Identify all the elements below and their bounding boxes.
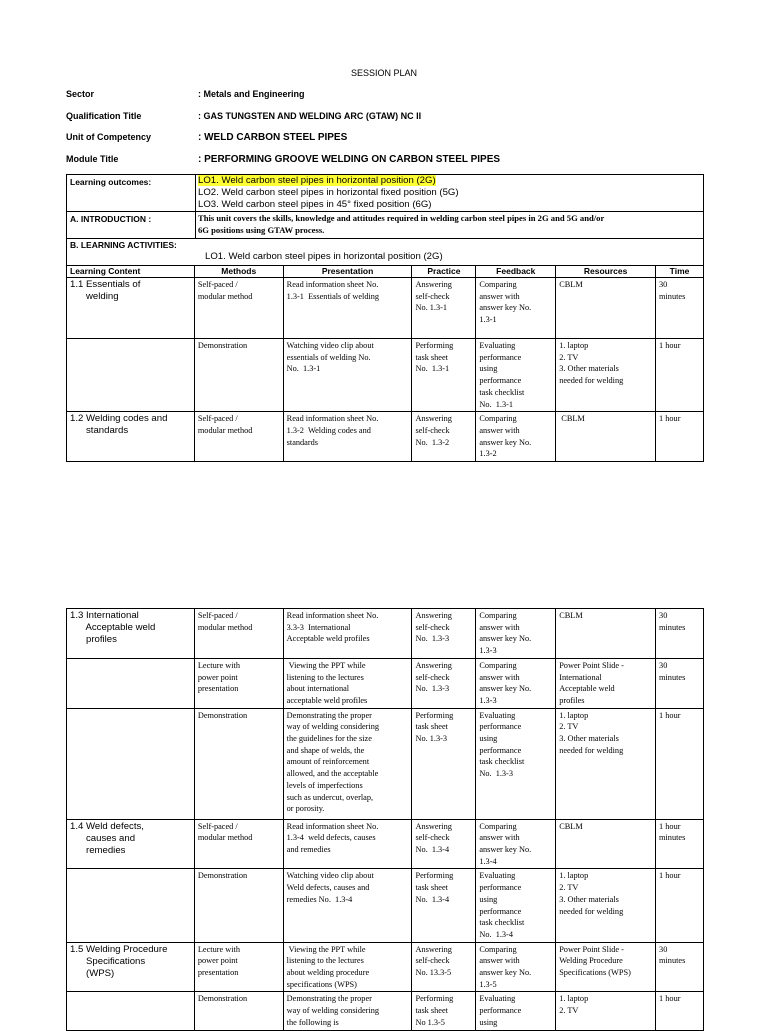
cell-presentation [283, 942, 412, 992]
cell-resources [556, 609, 656, 659]
cell-line: task sheet [415, 352, 448, 362]
cell-content [67, 278, 195, 339]
cell-line: profiles [70, 634, 117, 645]
activities-table-page1 [66, 265, 704, 462]
cell-line: minutes [659, 833, 686, 843]
cell-line: Evaluating [479, 710, 516, 720]
cell-line: amount of reinforcement [286, 757, 370, 767]
cell-line: 1.3-4 weld defects, causes [286, 833, 376, 843]
cell-line: essentials of welding No. [286, 352, 371, 362]
cell-line: Answering [415, 611, 452, 620]
cell-line: standards [286, 437, 319, 447]
cell-practice [412, 992, 476, 1030]
cell-feedback [476, 339, 556, 412]
cell-line: Acceptable weld [70, 622, 156, 633]
cell-line: the following is [286, 1017, 339, 1027]
cell-line: 1. laptop [559, 871, 589, 881]
cell-line: needed for welding [559, 376, 624, 386]
cell-line: remedies No. 1.3-4 [286, 894, 353, 904]
cell-line: Watching video clip about [286, 341, 374, 350]
cell-line: 30 [659, 660, 668, 670]
cell-line: allowed, and the acceptable [286, 769, 379, 779]
cell-line: minutes [659, 956, 686, 966]
cell-line: 1.5 Welding Procedure [70, 943, 168, 955]
cell-line: 1.3-3 [479, 646, 497, 656]
cell-methods [194, 609, 283, 659]
cell-line: Self-paced / [197, 280, 238, 289]
cell-line: 1.3-5 [479, 979, 497, 989]
cell-content [67, 819, 195, 869]
table-row [67, 658, 704, 708]
cell-line: No. 1.3-1 [415, 364, 450, 374]
cell-line: No. 1.3-3 [415, 684, 450, 694]
cell-time [656, 609, 704, 659]
cell-line: performance [479, 906, 522, 916]
cell-line: 1.3-2 [479, 449, 497, 459]
cell-line: 1.3 International [70, 610, 139, 621]
cell-line: self-check [415, 956, 450, 966]
cell-line: causes and [70, 832, 136, 844]
cell-content [67, 942, 195, 992]
cell-resources [556, 708, 656, 819]
cell-line: Acceptable weld profiles [286, 634, 370, 644]
cell-line: 1.4 Weld defects, [70, 820, 144, 832]
cell-line: Power Point Slide - [559, 660, 624, 670]
cell-line: modular method [197, 622, 253, 632]
cell-line: acceptable weld profiles [286, 695, 368, 705]
cell-methods [194, 869, 283, 942]
cell-line: remedies [70, 844, 126, 856]
cell-line: answer key No. [479, 684, 532, 694]
cell-line: No. 1.3-1 [286, 364, 321, 374]
cell-line: 1.3-2 Welding codes and [286, 425, 371, 435]
cell-presentation [283, 819, 412, 869]
cell-line: Comparing [479, 611, 517, 620]
header-resources: Resources [556, 266, 656, 278]
cell-line: Answering [415, 280, 452, 289]
cell-methods [194, 412, 283, 462]
cell-line: Demonstration [197, 871, 248, 881]
cell-content [67, 339, 195, 412]
cell-feedback [476, 278, 556, 339]
header-practice: Practice [412, 266, 476, 278]
cell-line: task sheet [415, 883, 448, 893]
cell-line: Self-paced / [197, 611, 238, 620]
cell-line: 3. Other materials [559, 364, 619, 374]
cell-line: answer with [479, 622, 520, 632]
cell-line: CBLM [559, 414, 585, 424]
cell-line: using [479, 364, 498, 374]
cell-line: Evaluating [479, 871, 516, 881]
cell-line: way of welding considering [286, 722, 380, 732]
cell-practice [412, 278, 476, 339]
module-label: Module Title [66, 154, 119, 164]
cell-resources [556, 412, 656, 462]
cell-line: 3.3-3 International [286, 622, 351, 632]
table-row [67, 609, 704, 659]
cell-practice [412, 708, 476, 819]
table-row [67, 819, 704, 869]
cell-line: answer key No. [479, 845, 532, 855]
cell-resources [556, 992, 656, 1030]
page-title: SESSION PLAN [350, 68, 418, 78]
cell-resources [556, 658, 656, 708]
cell-resources [556, 869, 656, 942]
cell-line: Lecture with [197, 660, 241, 670]
cell-line: Viewing the PPT while [286, 944, 366, 954]
cell-line: 1.3-3 [479, 695, 497, 705]
cell-line: 2. TV [559, 1006, 579, 1016]
cell-presentation [283, 339, 412, 412]
cell-line: No. 1.3-3 [479, 769, 513, 779]
cell-line: Viewing the PPT while [286, 660, 366, 670]
cell-line: International [559, 672, 602, 682]
cell-line: 30 [659, 280, 668, 289]
cell-time [656, 992, 704, 1030]
intro-label: A. INTRODUCTION : [70, 214, 152, 224]
cell-feedback [476, 942, 556, 992]
cell-methods [194, 708, 283, 819]
cell-practice [412, 609, 476, 659]
cell-line: No. 1.3-4 [415, 845, 450, 855]
cell-line: performance [479, 352, 522, 362]
cell-line: using [479, 734, 498, 744]
activities-lo-line: LO1. Weld carbon steel pipes in horizontal position (2G) [205, 251, 443, 262]
cell-presentation [283, 412, 412, 462]
cell-line: Weld defects, causes and [286, 883, 370, 893]
cell-line: (WPS) [70, 967, 115, 979]
cell-line: No. 1.3-3 [415, 634, 450, 644]
cell-line: listening to the lectures [286, 672, 364, 682]
cell-line: Specifications [70, 955, 146, 967]
cell-line: 30 [659, 611, 668, 620]
cell-line: Lecture with [197, 944, 241, 954]
outcomes-label: Learning outcomes: [70, 177, 152, 187]
cell-line: answer with [479, 672, 520, 682]
header-content: Learning Content [67, 266, 195, 278]
cell-resources [556, 819, 656, 869]
cell-line: 2. TV [559, 722, 579, 732]
cell-line: task sheet [415, 722, 448, 732]
cell-line: about welding procedure [286, 968, 370, 978]
unit-label: Unit of Competency [66, 132, 152, 142]
cell-line: No. 1.3-4 [415, 894, 450, 904]
cell-methods [194, 339, 283, 412]
cell-line: minutes [659, 291, 686, 301]
cell-methods [194, 658, 283, 708]
cell-presentation [283, 609, 412, 659]
table-row [67, 992, 704, 1030]
cell-time [656, 708, 704, 819]
cell-line: minutes [659, 672, 686, 682]
cell-line: Comparing [479, 414, 517, 424]
cell-line: 30 [659, 944, 668, 954]
cell-content [67, 658, 195, 708]
cell-time [656, 819, 704, 869]
cell-line: Evaluating [479, 994, 516, 1004]
cell-line: Self-paced / [197, 821, 238, 831]
cell-line: Power Point Slide - [559, 944, 624, 954]
cell-time [656, 412, 704, 462]
header-methods: Methods [194, 266, 283, 278]
cell-line: performance [479, 722, 522, 732]
cell-line: Read information sheet No. [286, 821, 379, 831]
qualification-value: : GAS TUNGSTEN AND WELDING ARC (GTAW) NC II [198, 111, 422, 121]
cell-feedback [476, 708, 556, 819]
cell-line: and remedies [286, 845, 331, 855]
cell-line: minutes [659, 622, 686, 632]
cell-line: Read information sheet No. [286, 414, 379, 424]
intro-text-1: This unit covers the skills, knowledge and attitudes required in welding carbon steel pipes in 2G and 5G and/or [198, 213, 605, 223]
cell-feedback [476, 869, 556, 942]
module-value: : PERFORMING GROOVE WELDING ON CARBON STEEL PIPES [198, 154, 501, 165]
cell-line: Demonstration [197, 710, 248, 720]
cell-line: 1.2 Welding codes and [70, 413, 168, 425]
cell-line: Comparing [479, 280, 517, 289]
cell-line: listening to the lectures [286, 956, 364, 966]
cell-feedback [476, 819, 556, 869]
cell-line: 1 hour [659, 414, 681, 424]
cell-time [656, 278, 704, 339]
cell-line: answer with [479, 833, 520, 843]
cell-line: self-check [415, 291, 450, 301]
cell-line: power point [197, 672, 238, 682]
sector-value: : Metals and Engineering [198, 89, 305, 99]
cell-content [67, 708, 195, 819]
cell-methods [194, 278, 283, 339]
cell-line: using [479, 1017, 498, 1027]
cell-methods [194, 942, 283, 992]
cell-line: CBLM [559, 280, 583, 289]
cell-resources [556, 278, 656, 339]
header-presentation: Presentation [283, 266, 412, 278]
cell-line: presentation [197, 684, 239, 694]
cell-content [67, 992, 195, 1030]
table-row [67, 942, 704, 992]
cell-line: Demonstrating the proper [286, 994, 372, 1004]
cell-line: 1.3-4 [479, 856, 497, 866]
cell-line: Self-paced / [197, 414, 238, 424]
cell-line: self-check [415, 833, 450, 843]
cell-resources [556, 339, 656, 412]
cell-line: Read information sheet No. [286, 611, 379, 620]
cell-line: profiles [559, 695, 585, 705]
cell-line: Demonstrating the proper [286, 710, 372, 720]
cell-line: power point [197, 956, 238, 966]
cell-line: Acceptable weld [559, 684, 615, 694]
cell-line: answer with [479, 291, 520, 301]
cell-line: 1.3-1 [479, 315, 497, 325]
cell-line: 2. TV [559, 352, 579, 362]
cell-line: 1 hour [659, 341, 681, 350]
cell-line: levels of imperfections [286, 780, 363, 790]
cell-line: performance [479, 376, 522, 386]
cell-line: Answering [415, 414, 452, 424]
cell-line: standards [70, 425, 129, 437]
table-row [67, 412, 704, 462]
cell-practice [412, 412, 476, 462]
cell-line: Performing [415, 994, 454, 1004]
cell-presentation [283, 992, 412, 1030]
lo1-text [198, 175, 436, 187]
cell-line: the guidelines for the size [286, 734, 372, 744]
cell-practice [412, 339, 476, 412]
cell-time [656, 658, 704, 708]
cell-line: 3. Other materials [559, 894, 619, 904]
sector-label: Sector [66, 89, 95, 99]
cell-line: specifications (WPS) [286, 979, 357, 989]
cell-line: task checklist [479, 757, 525, 767]
cell-line: or porosity. [286, 804, 325, 814]
cell-line: way of welding considering [286, 1006, 380, 1016]
cell-line: task checklist [479, 918, 525, 928]
cell-line: Comparing [479, 944, 517, 954]
cell-line: No. 1.3-4 [479, 929, 513, 939]
activities-label: B. LEARNING ACTIVITIES: [70, 240, 177, 250]
cell-line: performance [479, 1006, 522, 1016]
cell-content [67, 869, 195, 942]
cell-line: 1 hour [659, 710, 681, 720]
cell-line: 1. laptop [559, 994, 589, 1004]
unit-value: : WELD CARBON STEEL PIPES [198, 132, 348, 143]
cell-line: CBLM [559, 821, 583, 831]
cell-resources [556, 942, 656, 992]
cell-line: modular method [197, 291, 253, 301]
cell-line: using [479, 894, 498, 904]
cell-line: self-check [415, 622, 450, 632]
cell-line: 1.1 Essentials of [70, 279, 141, 290]
cell-line: No. 1.3-1 [479, 399, 514, 409]
cell-presentation [283, 708, 412, 819]
cell-line: modular method [197, 425, 253, 435]
cell-line: and shape of welds, the [286, 745, 365, 755]
cell-time [656, 339, 704, 412]
cell-line: No 1.3-5 [415, 1017, 445, 1027]
cell-feedback [476, 609, 556, 659]
cell-line: Welding Procedure [559, 956, 623, 966]
cell-line: about international [286, 684, 350, 694]
cell-line: needed for welding [559, 906, 624, 916]
cell-line: No. 13.3-5 [415, 968, 452, 978]
cell-line: 1. laptop [559, 341, 589, 350]
table-row [67, 278, 704, 339]
cell-content [67, 412, 195, 462]
cell-line: Answering [415, 660, 452, 670]
cell-line: Demonstration [197, 341, 248, 350]
cell-time [656, 869, 704, 942]
table-header-row [67, 266, 704, 278]
cell-line: 1 hour [659, 821, 681, 831]
cell-line: performance [479, 883, 522, 893]
cell-practice [412, 819, 476, 869]
cell-presentation [283, 869, 412, 942]
cell-line: 1 hour [659, 994, 681, 1004]
cell-line: Read information sheet No. [286, 280, 379, 289]
lo2-text: LO2. Weld carbon steel pipes in horizontal fixed position (5G) [198, 187, 459, 198]
cell-line: performance [479, 745, 522, 755]
cell-feedback [476, 658, 556, 708]
cell-practice [412, 869, 476, 942]
cell-line: Watching video clip about [286, 871, 374, 881]
cell-line: task checklist [479, 387, 525, 397]
cell-line: Demonstration [197, 994, 248, 1004]
cell-line: answer key No. [479, 303, 532, 313]
cell-line: modular method [197, 833, 253, 843]
cell-line: self-check [415, 425, 450, 435]
table-row [67, 869, 704, 942]
cell-presentation [283, 278, 412, 339]
cell-line: answer with [479, 956, 520, 966]
cell-presentation [283, 658, 412, 708]
cell-line: such as undercut, overlap, [286, 792, 374, 802]
table-row [67, 339, 704, 412]
header-feedback: Feedback [476, 266, 556, 278]
cell-line: 1 hour [659, 871, 681, 881]
cell-line: Answering [415, 821, 452, 831]
cell-line: answer key No. [479, 968, 532, 978]
cell-line: answer key No. [479, 634, 532, 644]
cell-methods [194, 992, 283, 1030]
cell-line: answer with [479, 425, 520, 435]
lo1-highlight: LO1. Weld carbon steel pipes in horizontal position (2G) [198, 175, 436, 186]
lo3-text: LO3. Weld carbon steel pipes in 45° fixed position (6G) [198, 199, 432, 210]
qualification-label: Qualification Title [66, 111, 142, 121]
cell-feedback [476, 992, 556, 1030]
cell-line: CBLM [559, 611, 583, 620]
cell-line: task sheet [415, 1006, 448, 1016]
cell-time [656, 942, 704, 992]
intro-text-2: 6G positions using GTAW process. [198, 225, 325, 235]
cell-line: presentation [197, 968, 239, 978]
cell-practice [412, 942, 476, 992]
cell-line: No. 1.3-1 [415, 303, 448, 313]
activities-table-page2 [66, 608, 704, 1031]
cell-line: answer key No. [479, 437, 532, 447]
cell-line: welding [70, 291, 119, 302]
cell-line: Comparing [479, 660, 517, 670]
cell-line: Answering [415, 944, 452, 954]
cell-line: 2. TV [559, 883, 579, 893]
cell-content [67, 609, 195, 659]
cell-line: Comparing [479, 821, 517, 831]
header-time: Time [656, 266, 704, 278]
cell-practice [412, 658, 476, 708]
cell-line: No. 1.3-3 [415, 734, 448, 744]
cell-line: self-check [415, 672, 450, 682]
cell-line: Evaluating [479, 341, 516, 350]
cell-line: 1.3-1 Essentials of welding [286, 291, 380, 301]
cell-line: 3. Other materials [559, 734, 619, 744]
cell-line: needed for welding [559, 745, 624, 755]
cell-feedback [476, 412, 556, 462]
cell-line: 1. laptop [559, 710, 589, 720]
table-row [67, 708, 704, 819]
cell-line: Performing [415, 871, 454, 881]
cell-line: No. 1.3-2 [415, 437, 450, 447]
cell-methods [194, 819, 283, 869]
cell-line: Performing [415, 710, 454, 720]
cell-line: Specifications (WPS) [559, 968, 631, 978]
cell-line: Performing [415, 341, 454, 350]
